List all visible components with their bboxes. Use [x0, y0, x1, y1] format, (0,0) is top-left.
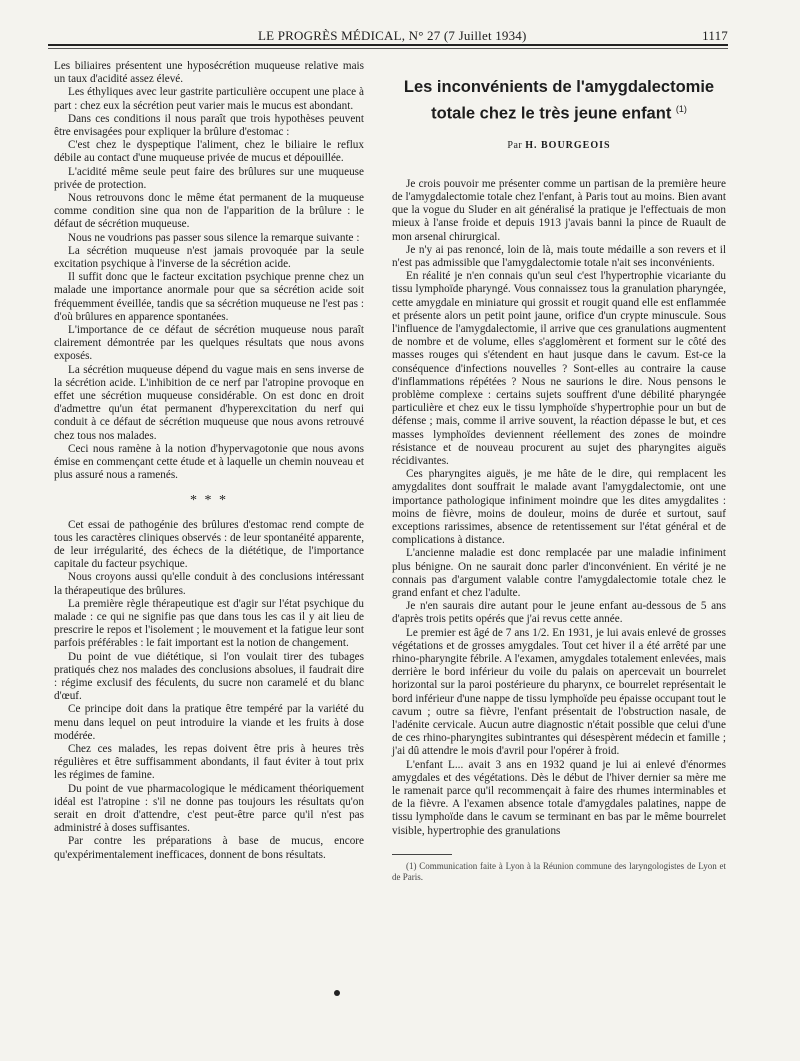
paragraph: Du point de vue diététique, si l'on voulait tirer des tubages pratiqués chez nos malades des conclusions absolues, il faudrait dire : régime exclusif des féculents, du sucre non caramelé et du blanc d'œuf.: [54, 650, 364, 703]
article-title: [392, 76, 726, 125]
paragraph: La première règle thérapeutique est d'agir sur l'état psychique du malade : ce qui ne signifie pas que dans tous les cas il y ait lieu de prescrire le repos et l'isolement ; le mouvement et la fatigue leur sont parfois préférables : le fait important est la notion de changement.: [54, 597, 364, 650]
paragraph: Ceci nous ramène à la notion d'hypervagotonie que nous avons émise en commençant cette étude et à laquelle un chemin nouveau et plus assuré nous a ramenés.: [54, 442, 364, 482]
paragraph: Les éthyliques avec leur gastrite particulière occupent une place à part : chez eux la sécrétion peut varier mais le mucus est abondant.: [54, 86, 364, 112]
byline: [392, 139, 726, 152]
paragraph: Les biliaires présentent une hyposécrétion muqueuse relative mais un taux d'acidité assez élevé.: [54, 60, 364, 86]
footnote-rule: [392, 854, 452, 855]
byline-author: H. BOURGEOIS: [525, 139, 611, 151]
paragraph: Nous ne voudrions pas passer sous silence la remarque suivante :: [68, 231, 360, 244]
paragraph: Chez ces malades, les repas doivent être pris à heures très régulières et être suffisamment abondants, il faut éviter à tout prix les régimes de famine.: [54, 742, 364, 782]
paragraph: Il suffit donc que le facteur excitation psychique prenne chez un malade une importance anormale pour que sa sécrétion acide soit fréquemment éveillée, tandis que sa sécrétion muqueuse ne l'est pas : d'où brûlures en apparence spontanées.: [54, 271, 364, 323]
title-footnote-marker: (1): [675, 104, 687, 114]
page-end-dot: [334, 990, 340, 996]
paragraph: Nous croyons aussi qu'elle conduit à des conclusions intéressant la thérapeutique des brûlures.: [54, 571, 364, 597]
paragraph: Ces pharyngites aiguës, je me hâte de le dire, qui remplacent les amygdalites dont souffrait le malade avant l'amygdalectomie, ont une importance pathologique infiniment moindre que les dites amygdalites : moins de fièvre, moins de douleur, moins de durée et surtout, sauf exceptions rarissimes, absence de retentissement sur l'état général et de complications à distance.: [392, 468, 726, 547]
paragraph: En réalité je n'en connais qu'un seul c'est l'hypertrophie vicariante du tissu lymphoïde pharyngé. Vous connaissez tous la granulation pharyngée, cette amygdale en miniature qui grossit et rougit quand elle est enflammée et présente alors un petit point jaune, orifice d'un crypte minuscule. Sous l'influence de l'amygdalectomie, il arrive que ces granulations augmentent de nombre et de volume, elles s'agglomèrent et forment sur le côté des masses rouges qui s'étendent en haut jusque dans le cavum. Est-ce la conséquence d'infections nouvelles ? Sont-elles au contraire la cause d'inflammations répétées ? Nous ne saurions le dire. Nous pensons le problème complexe : certains sujets souffrent d'une débilité pharyngée particulière et chez eux le tissu lymphoïde s'hypertrophie pour un but de défense ; mais, comme il arrive souvent, la réaction dépasse le but, et ces masses lymphoïdes deviennent réellement des zones de moindre résistance et de nouveau procurent au sujet des pharyngites aiguës récidivantes.: [392, 270, 726, 467]
journal-title: LE PROGRÈS MÉDICAL, N° 27 (7 Juillet 1934): [258, 28, 527, 43]
paragraph: La sécrétion muqueuse dépend du vague mais en sens inverse de la sécrétion acide. L'inhibition de ce nerf par l'atropine provoque en effet une sécrétion muqueuse considérable. On est donc en droit d'admettre qu'un état permanent d'hyperexcitation du nerf qui conduit à ce défaut de sécrétion muqueuse que nous avons retrouvé chez tous nos malades.: [54, 363, 364, 442]
byline-prefix: Par: [507, 139, 523, 151]
paragraph: L'ancienne maladie est donc remplacée par une maladie infiniment plus bénigne. On ne saurait donc parler d'inconvénient. En vérité je ne connais pas d'argument valable contre l'amygdalectomie totale chez le grand enfant et chez l'adulte.: [392, 547, 726, 599]
paragraph: Cet essai de pathogénie des brûlures d'estomac rend compte de tous les caractères cliniques observés : de leur spontanéité apparente, de leur irrégularité, des échecs de la diététique, de l'importance capitale du facteur psychique.: [54, 518, 364, 571]
paragraph: L'enfant L... avait 3 ans en 1932 quand je lui ai enlevé d'énormes amygdales et des végétations. Dès le début de l'hiver dernier sa mère me le ramenait parce qu'il recommençait à faire des rhumes interminables et de la fièvre. A l'examen absence totale d'amygdales palatines, nappe de tissu lymphoïde dans le cavum se terminant en bas par le même bourrelet visible, hypertrophie des granulations: [392, 758, 726, 837]
paragraph: C'est chez le dyspeptique l'aliment, chez le biliaire le reflux débile au contact d'une muqueuse privée de mucus et dépouillée.: [54, 139, 364, 165]
paragraph: Je n'y ai pas renoncé, loin de là, mais toute médaille a son revers et il n'est pas admissible que l'amygdalectomie totale n'ait ses inconvénients.: [392, 243, 726, 269]
paragraph: Je n'en saurais dire autant pour le jeune enfant au-dessous de 5 ans d'après trois petits opérés que j'ai revus cette année.: [392, 600, 726, 626]
right-column: [392, 76, 726, 883]
paragraph: Ce principe doit dans la pratique être tempéré par la variété du menu dans lequel on peut introduire la viande et les fruits à dose modérée.: [54, 703, 364, 742]
paragraph: La sécrétion muqueuse n'est jamais provoquée par la seule excitation psychique à l'inverse de la sécrétion acide.: [54, 244, 364, 271]
header-rule-thin: [48, 48, 728, 49]
header-rule-thick: [48, 44, 728, 46]
paragraph: Nous retrouvons donc le même état permanent de la muqueuse comme condition sine qua non de l'apparition de la brûlure : le défaut de sécrétion muqueuse.: [54, 192, 364, 231]
paragraph: Du point de vue pharmacologique le médicament théoriquement idéal est l'atropine : s'il ne donne pas toujours les résultats qu'on serait en droit d'attendre, c'est peut-être parce qu'il n'est pas administré à doses suffisantes.: [54, 782, 364, 835]
paragraph: Par contre les préparations à base de mucus, encore qu'expérimentalement inefficaces, donnent de bons résultats.: [54, 835, 364, 861]
page-header: [48, 22, 728, 46]
paragraph: L'acidité même seule peut faire des brûlures sur une muqueuse privée de protection.: [54, 165, 364, 191]
paragraph: Le premier est âgé de 7 ans 1/2. En 1931, je lui avais enlevé de grosses végétations et de grosses amygdales. Tout cet hiver il a été arrêté par une rhino-pharyngite fébrile. A l'examen, amygdales totalement enlevées, mais derrière le bord inférieur du voile du palais on apercevait un bourrelet horizontal sur la paroi postérieure du pharynx, ce bourrelet représentait le bord inférieur d'une nappe de tissu lymphoïde peu épaisse occupant tout le cavum ; outre sa fièvre, l'enfant présentait de l'obstruction nasale, de l'adénite cervicale. Aucun autre diagnostic n'était possible que celui d'une de ces rhino-pharyngites subintrantes qui désespèrent médecin et famille ; j'ai dû attendre le mois d'avril pour l'opérer à froid.: [392, 626, 726, 758]
paragraph: Dans ces conditions il nous paraît que trois hypothèses peuvent être envisagées pour expliquer la brûlure d'estomac :: [54, 112, 364, 139]
page-number: 1117: [702, 28, 728, 43]
paragraph: Je crois pouvoir me présenter comme un partisan de la première heure de l'amygdalectomie totale chez l'enfant, à Paris tout au moins. Bien avant que la vogue du Sluder en ait généralisé la pratique je l'effectuais de mon mieux à l'anse froide et depuis 1913 j'avais banni la pince de Ruault de mon arsenal chirurgical.: [392, 177, 726, 243]
article-title-text: Les inconvénients de l'amygdalectomie totale chez le très jeune enfant: [403, 78, 715, 123]
section-separator: * * *: [190, 492, 228, 508]
left-column: [54, 60, 364, 862]
paragraph: L'importance de ce défaut de sécrétion muqueuse nous paraît clairement démontrée par les quelques résultats que nous avons exposés.: [54, 324, 364, 363]
footnote: (1) Communication faite à Lyon à la Réunion commune des laryngologistes de Lyon et de Paris.: [392, 860, 726, 882]
